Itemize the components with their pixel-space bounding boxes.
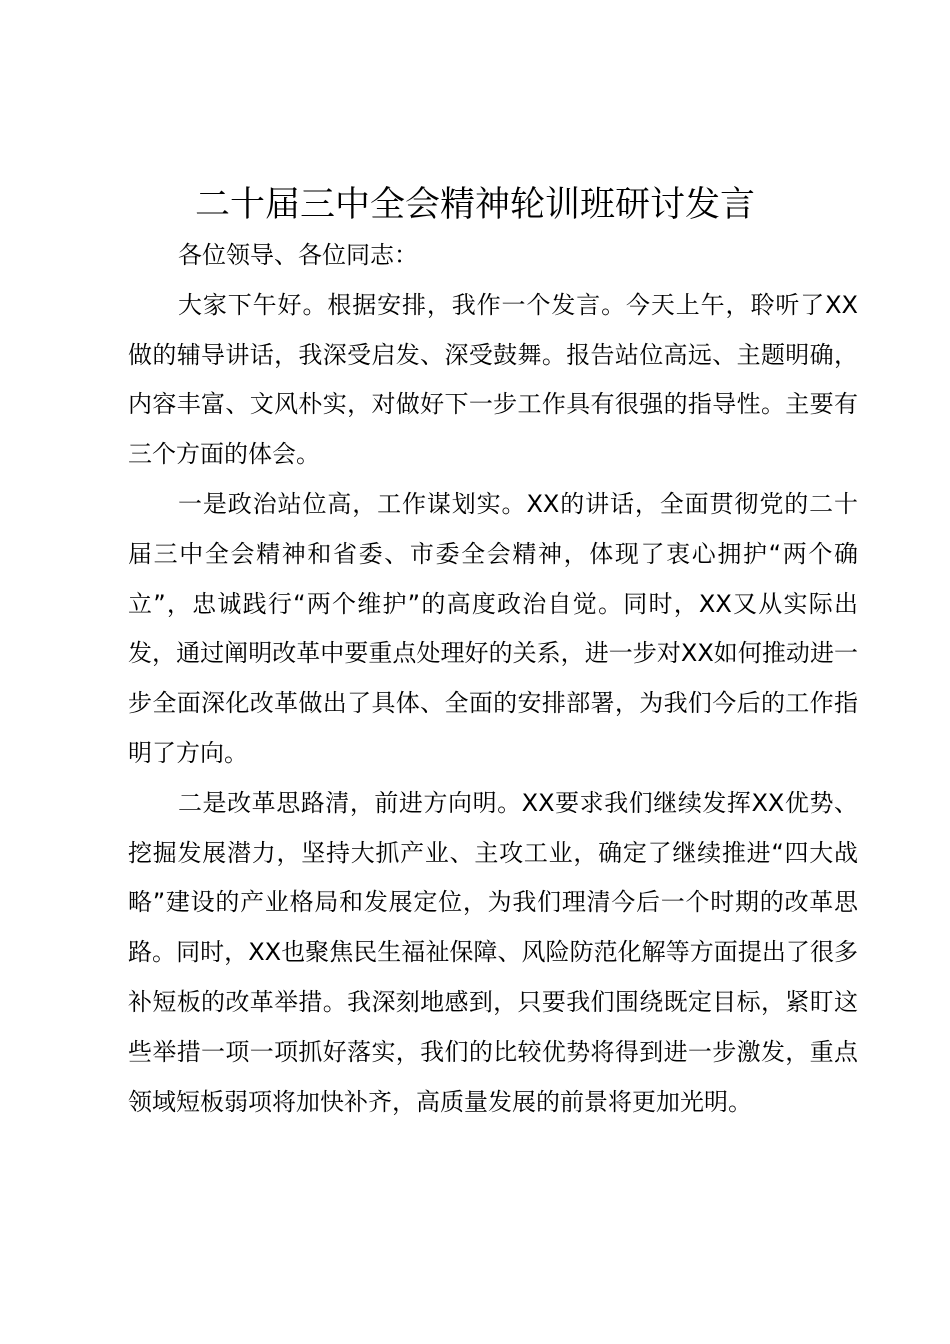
paragraph-intro: 大家下午好。根据安排，我作一个发言。今天上午，聆听了XX做的辅导讲话，我深受启发、深受鼓舞。报告站位高远、主题明确，内容丰富、文风朴实，对做好下一步工作具有很强的指导性。主要有三个方面的体会。 [128,290,858,469]
salutation: 各位领导、各位同志： [178,241,418,269]
document-body [128,231,858,1127]
paragraph-point-one: 一是政治站位高，工作谋划实。XX的讲话，全面贯彻党的二十届三中全会精神和省委、市委全会精神，体现了衷心拥护“两个确立”，忠诚践行“两个维护”的高度政治自觉。同时，XX又从实际出发，通过阐明改革中要重点处理好的关系，进一步对XX如何推动进一步全面深化改革做出了具体、全面的安排部署，为我们今后的工作指明了方向。 [128,489,858,767]
paragraph-point-two: 二是改革思路清，前进方向明。XX要求我们继续发挥XX优势、挖掘发展潜力，坚持大抓产业、主攻工业，确定了继续推进“四大战略”建设的产业格局和发展定位，为我们理清今后一个时期的改革思路。同时，XX也聚焦民生福祉保障、风险防范化解等方面提出了很多补短板的改革举措。我深刻地感到，只要我们围绕既定目标，紧盯这些举措一项一项抓好落实，我们的比较优势将得到进一步激发，重点领域短板弱项将加快补齐，高质量发展的前景将更加光明。 [128,788,858,1116]
document-title: 二十届三中全会精神轮训班研讨发言 [194,185,755,225]
